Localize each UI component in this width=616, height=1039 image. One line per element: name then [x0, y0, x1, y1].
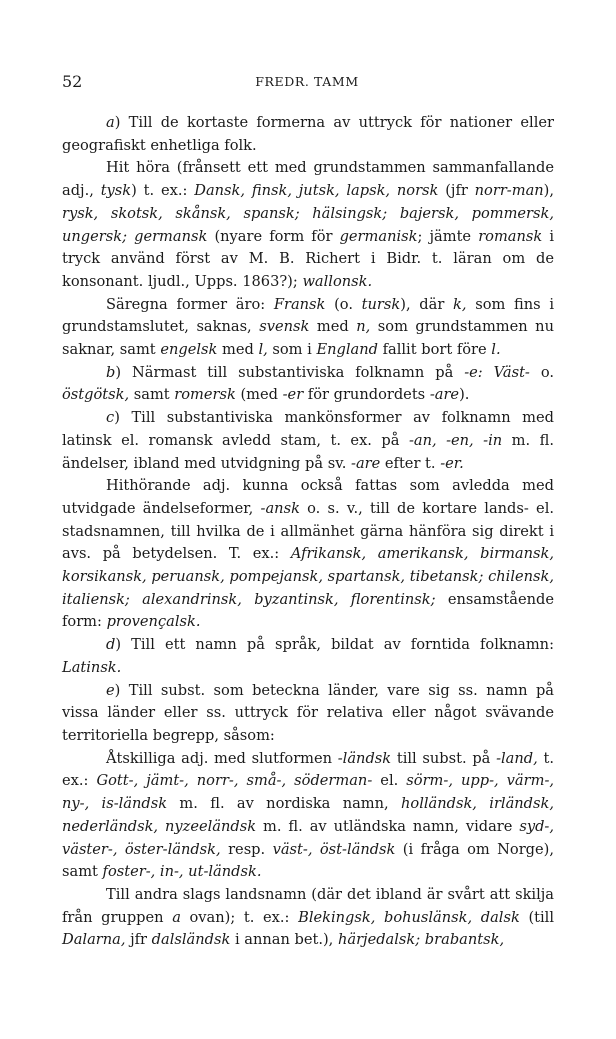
paragraph: Säregna former äro: Fransk (o. tursk), där k, som fins i grundstamslutet, saknas, svensk med n, som grundstammen nu saknar, samt engelsk med l, som i England fallit bort före l.	[62, 295, 555, 359]
paragraph: Åtskilliga adj. med slutformen -ländsk till subst. på -land, t. ex.: Gott-, jämt-, norr-, små-, söderman- el. sörm-, upp-, värm-, ny-, is-ländsk m. fl. av nordiska namn, holländsk, irländsk, nederländsk, nyzeeländsk m. fl. av utländska namn, vidare syd-, väster-, öster-ländsk, resp. väst-, öst-ländsk (i fråga om Norge), samt foster-, in-, ut-ländsk.	[62, 749, 555, 881]
body-text	[62, 112, 554, 952]
page-number: 52	[62, 72, 83, 91]
paragraph: c) Till substantiviska mankönsformer av folknamn med latinsk el. romansk avledd stam, t. ex. på -an, -en, -in m. fl. ändelser, ibland med utvidgning på sv. -are efter t. -er.	[62, 409, 554, 472]
paragraph: b) Närmast till substantiviska folknamn på -e: Väst- o. östgötsk, samt romersk (med -er för grundordets -are).	[62, 363, 555, 404]
paragraph: a) Till de kortaste formerna av uttryck för nationer eller geografiskt enhetliga folk.	[62, 114, 554, 154]
paragraph: Hit höra (frånsett ett med grundstammen sammanfallande adj., tysk) t. ex.: Dansk, finsk, jutsk, lapsk, norsk (jfr norr-man), rysk, skotsk, skånsk, spansk; hälsingsk; bajersk, pommersk, ungersk; germansk (nyare form för germanisk; jämte romansk i tryck använd först av M. B. Richert i Bidr. t. läran om de konsonant. ljudl., Upps. 1863?); wallonsk.	[62, 159, 555, 290]
running-head: FREDR. TAMM	[255, 74, 359, 89]
paragraph: e) Till subst. som beteckna länder, vare sig ss. namn på vissa länder eller ss. uttryck för relativa eller något svävande territoriella begrepp, såsom:	[62, 681, 554, 744]
paragraph: Hithörande adj. kunna också fattas som avledda med utvidgade ändelseformer, -ansk o. s. v., till de kortare lands- el. stadsnamnen, till hvilka de i allmänhet gärna hänföra sig direkt i avs. på betydelsen. T. ex.: Afrikansk, amerikansk, birmansk, korsikansk, peruansk, pompejansk, spartansk, tibetansk; chilensk, italiensk; alexandrinsk, byzantinsk, florentinsk; ensamstående form: provençalsk.	[62, 477, 555, 631]
page-header	[62, 72, 552, 92]
paragraph: Till andra slags landsnamn (där det ibland är svårt att skilja från gruppen a ovan); t. ex.: Blekingsk, bohuslänsk, dalsk (till Dalarna, jfr dalsländsk i annan bet.), härjedalsk; brabantsk,	[62, 885, 555, 949]
paragraph: d) Till ett namn på språk, bildat av forntida folknamn: Latinsk.	[62, 636, 554, 676]
